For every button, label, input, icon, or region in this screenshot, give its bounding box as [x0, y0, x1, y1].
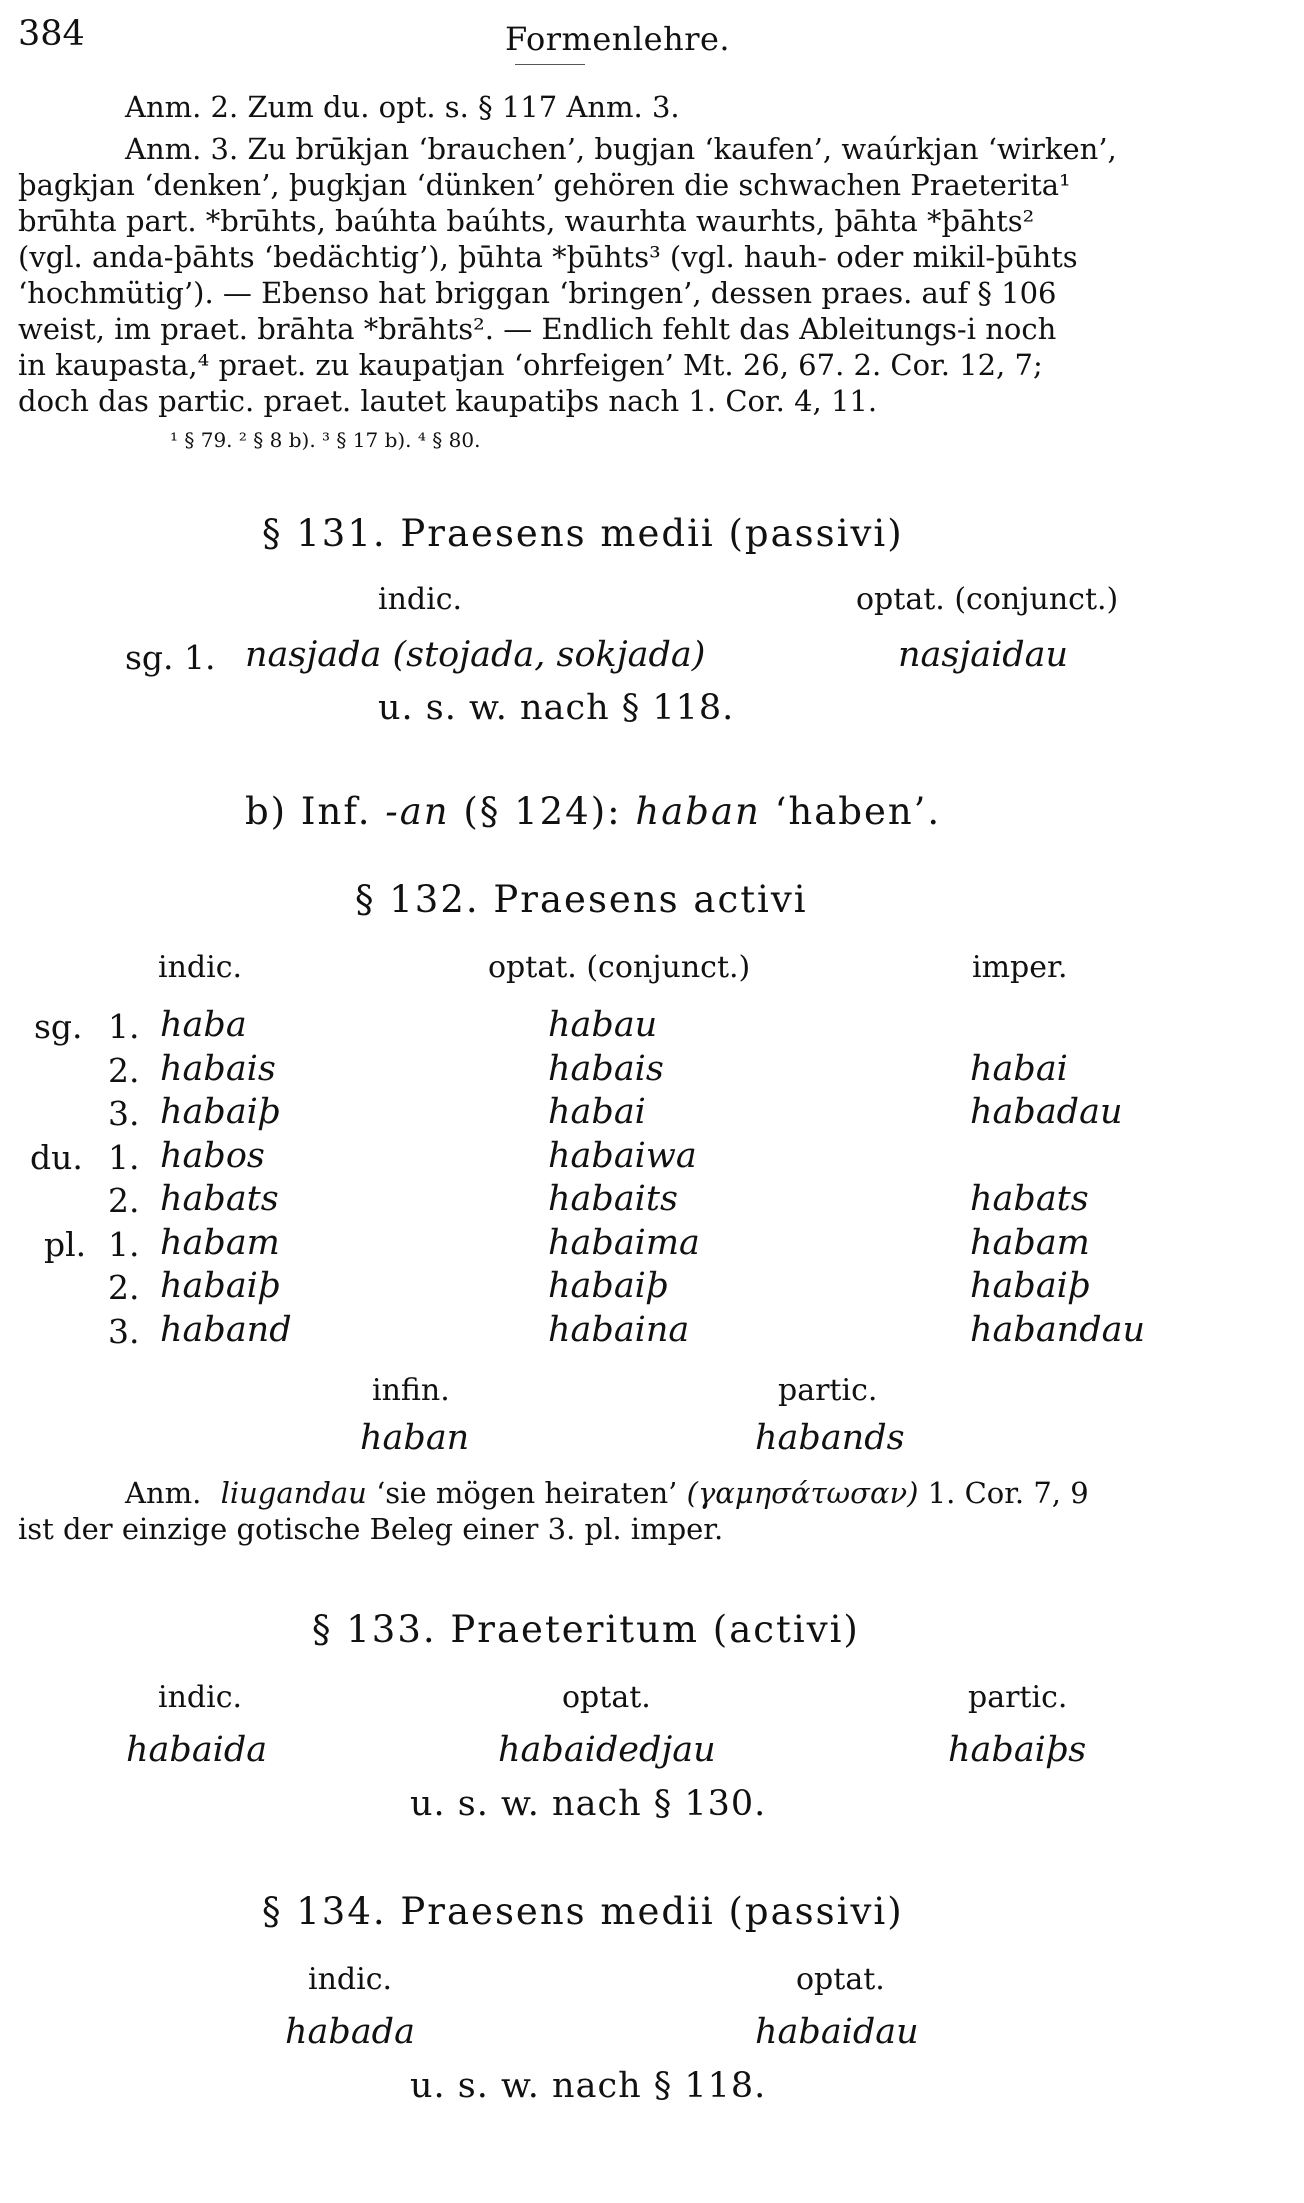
s134-optat-form: habaidau: [755, 2012, 919, 2052]
paradigm-optat-form: habau: [548, 1005, 658, 1045]
paradigm-indic-form: habaiþ: [160, 1266, 281, 1306]
paradigm-indic-form: habais: [160, 1049, 276, 1089]
paradigm-imper-form: habats: [970, 1179, 1089, 1219]
paradigm-person-label: 3.: [108, 1094, 140, 1133]
s131-indic-form: nasjada (stojada, sokjada): [245, 635, 706, 675]
paradigm-imper-form: habam: [970, 1223, 1090, 1263]
s131-col-optat: optat. (conjunct.): [856, 582, 1119, 617]
s132-col-optat: optat. (conjunct.): [488, 950, 751, 985]
anm2-note: Anm. 2. Zum du. opt. s. § 117 Anm. 3.: [125, 90, 680, 124]
paradigm-indic-form: habos: [160, 1136, 265, 1176]
s132-infin-form: haban: [360, 1418, 470, 1458]
s131-optat-form: nasjaidau: [898, 635, 1069, 675]
anm3-line-3: brūhta part. *brūhts, baúhta baúhts, waurhta waurhts, þāhta *þāhts²: [18, 204, 1035, 238]
s132-anm-ref: 1. Cor. 7, 9: [927, 1476, 1089, 1510]
s133-col-indic: indic.: [158, 1680, 243, 1715]
anm3-line-7: in kaupasta,⁴ praet. zu kaupatjan ‘ohrfeigen’ Mt. 26, 67. 2. Cor. 12, 7;: [18, 348, 1043, 382]
anm3-line-2: þagkjan ‘denken’, þugkjan ‘dünken’ gehören die schwachen Praeterita¹: [18, 168, 1071, 202]
paradigm-optat-form: habaits: [548, 1179, 678, 1219]
paradigm-optat-form: habaiwa: [548, 1136, 697, 1176]
s134-indic-form: habada: [285, 2012, 415, 2052]
paradigm-indic-form: habaiþ: [160, 1092, 281, 1132]
s132-anm-line-2: ist der einzige gotische Beleg einer 3. pl. imper.: [18, 1512, 724, 1546]
anm3-line-1: Anm. 3. Zu brūkjan ‘brauchen’, bugjan ‘kaufen’, waúrkjan ‘wirken’,: [125, 132, 1117, 166]
paradigm-optat-form: habais: [548, 1049, 664, 1089]
paradigm-person-label: 1.: [108, 1225, 140, 1264]
running-title: Formenlehre.: [505, 20, 731, 58]
paradigm-imper-form: habandau: [970, 1310, 1146, 1350]
paradigm-imper-form: habadau: [970, 1092, 1123, 1132]
s133-col-partic: partic.: [968, 1680, 1068, 1715]
s131-rule: u. s. w. nach § 118.: [378, 688, 735, 728]
s132-col-imper: imper.: [972, 950, 1068, 985]
s132-col-indic: indic.: [158, 950, 243, 985]
s133-col-optat: optat.: [562, 1680, 651, 1715]
subsec-b-ref: (§ 124):: [463, 790, 622, 833]
s132-partic-label: partic.: [778, 1373, 878, 1408]
anm3-line-6: weist, im praet. brāhta *brāhts². — Endlich fehlt das Ableitungs-i noch: [18, 312, 1057, 346]
s133-optat-form: habaidedjau: [498, 1730, 716, 1770]
subsec-b-gloss: ‘haben’.: [774, 790, 942, 833]
s132-anm-text: ‘sie mögen heiraten’: [376, 1476, 678, 1510]
paradigm-imper-form: habaiþ: [970, 1266, 1091, 1306]
paradigm-person-label: 2.: [108, 1051, 140, 1090]
paradigm-person-label: 1.: [108, 1007, 140, 1046]
page-number: 384: [18, 14, 85, 54]
subsec-b-prefix: b) Inf.: [245, 790, 372, 833]
subsec-b-word: haban: [635, 790, 761, 833]
anm3-line-5: ‘hochmütig’). — Ebenso hat briggan ‘bringen’, dessen praes. auf § 106: [18, 276, 1057, 310]
paradigm-person-label: 1.: [108, 1138, 140, 1177]
anm3-line-4: (vgl. anda-þāhts ‘bedächtig’), þūhta *þūhts³ (vgl. hauh- oder mikil-þūhts: [18, 240, 1078, 274]
paradigm-number-label: sg.: [34, 1007, 83, 1046]
s133-rule: u. s. w. nach § 130.: [410, 1784, 767, 1824]
paradigm-person-label: 3.: [108, 1312, 140, 1351]
subsec-b-ending: -an: [385, 790, 450, 833]
s132-anm-word: liugandau: [220, 1476, 367, 1510]
s133-indic-form: habaida: [126, 1730, 268, 1770]
paradigm-optat-form: habaima: [548, 1223, 700, 1263]
footnotes: ¹ § 79. ² § 8 b). ³ § 17 b). ⁴ § 80.: [170, 428, 481, 452]
paradigm-indic-form: habats: [160, 1179, 279, 1219]
s134-col-optat: optat.: [796, 1962, 885, 1997]
paradigm-person-label: 2.: [108, 1181, 140, 1220]
paradigm-indic-form: haba: [160, 1005, 247, 1045]
s132-anm-greek: (γαμησάτωσαν): [686, 1476, 919, 1510]
paradigm-optat-form: habai: [548, 1092, 646, 1132]
anm3-line-8: doch das partic. praet. lautet kaupatiþs nach 1. Cor. 4, 11.: [18, 384, 878, 418]
s132-anm-prefix: Anm.: [125, 1476, 202, 1510]
section-132-heading: § 132. Praesens activi: [355, 878, 808, 921]
s131-col-indic: indic.: [378, 582, 463, 617]
s133-partic-form: habaiþs: [948, 1730, 1087, 1770]
s132-anm-line-1: [125, 1476, 1089, 1511]
subsection-b-heading: [245, 790, 941, 833]
paradigm-indic-form: haband: [160, 1310, 292, 1350]
paradigm-number-label: pl.: [44, 1225, 87, 1264]
s134-col-indic: indic.: [308, 1962, 393, 1997]
header-underline: [515, 64, 585, 65]
section-133-heading: § 133. Praeteritum (activi): [312, 1608, 860, 1651]
s134-rule: u. s. w. nach § 118.: [410, 2066, 767, 2106]
paradigm-person-label: 2.: [108, 1268, 140, 1307]
paradigm-number-label: du.: [30, 1138, 83, 1177]
paradigm-indic-form: habam: [160, 1223, 280, 1263]
paradigm-optat-form: habaina: [548, 1310, 690, 1350]
s131-row-label: sg. 1.: [125, 638, 216, 677]
section-131-heading: § 131. Praesens medii (passivi): [262, 512, 904, 555]
paradigm-imper-form: habai: [970, 1049, 1068, 1089]
paradigm-optat-form: habaiþ: [548, 1266, 669, 1306]
section-134-heading: § 134. Praesens medii (passivi): [262, 1890, 904, 1933]
s132-infin-label: infin.: [372, 1373, 450, 1408]
s132-partic-form: habands: [755, 1418, 905, 1458]
